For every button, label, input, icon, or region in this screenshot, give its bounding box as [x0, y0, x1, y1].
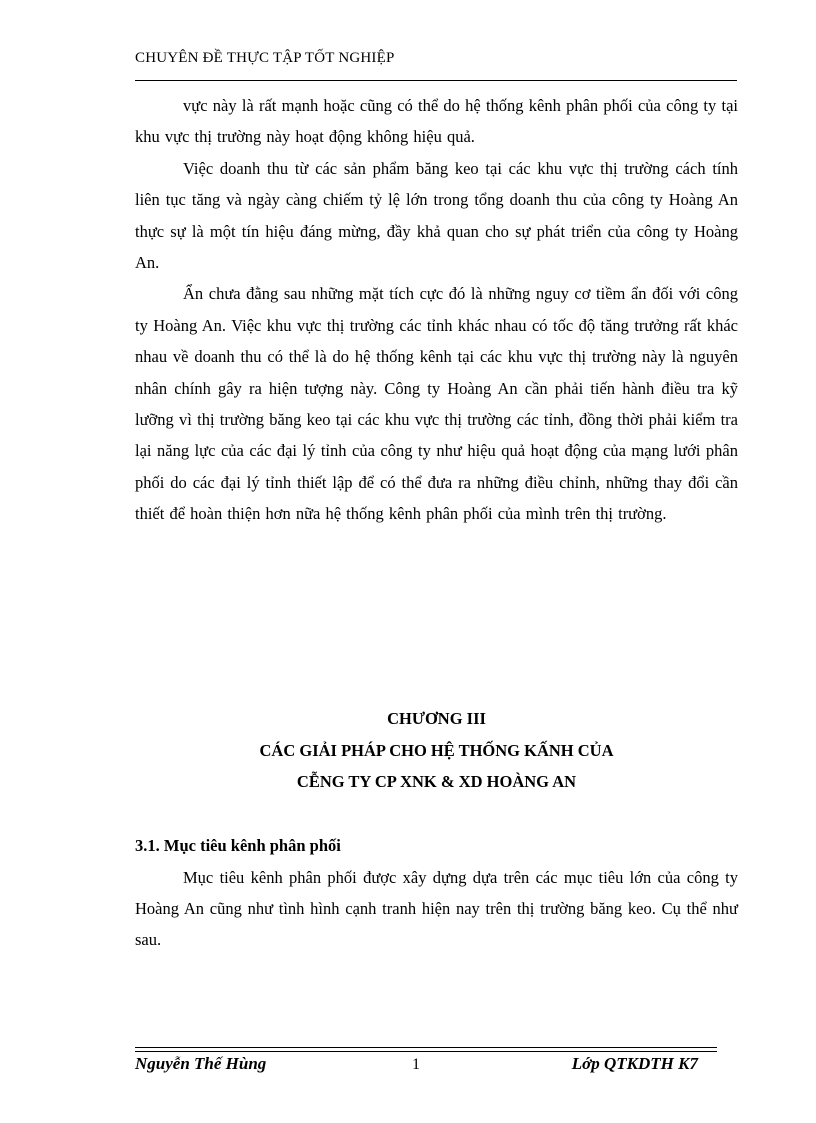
footer-page-number: 1: [412, 1056, 420, 1073]
paragraph-continuation: vực này là rất mạnh hoặc cũng có thể do hệ thống kênh phân phối của công ty tại khu vực thị trường này hoạt động không hiệu quả.: [135, 96, 738, 147]
footer-class-name: Lớp QTKDTH K7: [571, 1054, 698, 1073]
body-text: [135, 90, 738, 530]
chapter-title-line-1: CÁC GIẢI PHÁP CHO HỆ THỐNG KẤNH CỦA: [259, 740, 614, 760]
section-paragraph: Mục tiêu kênh phân phối được xây dựng dựa trên các mục tiêu lớn của công ty Hoàng An cũng như tình hình cạnh tranh hiện nay trên thị trường băng keo. Cụ thể như sau.: [135, 867, 738, 950]
chapter-title-line-2: CỄNG TY CP XNK & XD HOÀNG AN: [296, 772, 577, 791]
chapter-heading: [135, 703, 738, 798]
page-header-title: CHUYÊN ĐỀ THỰC TẬP TỐT NGHIỆP: [135, 50, 395, 66]
footer-divider-bottom: [135, 1051, 717, 1052]
chapter-number: CHƯƠNG III: [387, 709, 486, 728]
section-heading: 3.1. Mục tiêu kênh phân phối: [135, 836, 341, 855]
header-divider: [135, 80, 737, 81]
paragraph-hidden-risks: Ẩn chưa đằng sau những mặt tích cực đó là những nguy cơ tiềm ẩn đối với công ty Hoàng An. Việc khu vực thị trường các tỉnh khác nhau có tốc độ tăng trưởng rất khác nhau về doanh thu có thể là do hệ thống kênh tại các khu vực thị trường này là nguyên nhân chính gây ra hiện tượng này. Công ty Hoàng An cần phải tiến hành điều tra kỹ lưỡng vì thị trường băng keo tại các khu vực thị trường các tỉnh, đồng thời phải kiểm tra lại năng lực của các đại lý tỉnh của công ty như hiệu quả hoạt động của mạng lưới phân phối do các đại lý tỉnh thiết lập để có thể đưa ra những điều chỉnh, những thay đổi cần thiết để hoàn thiện hơn nữa hệ thống kênh phân phối của mình trên thị trường.: [135, 284, 738, 524]
paragraph-revenue-growth: Việc doanh thu từ các sản phẩm băng keo tại các khu vực thị trường cách tính liên tục tăng và ngày càng chiếm tỷ lệ lớn trong tổng doanh thu của công ty Hoàng An thực sự là một tín hiệu đáng mừng, đầy khả quan cho sự phát triển của công ty Hoàng An.: [135, 158, 738, 273]
section-3-1: [135, 830, 738, 956]
footer-author: Nguyễn Thế Hùng: [135, 1054, 267, 1073]
footer-divider-top: [135, 1047, 717, 1048]
